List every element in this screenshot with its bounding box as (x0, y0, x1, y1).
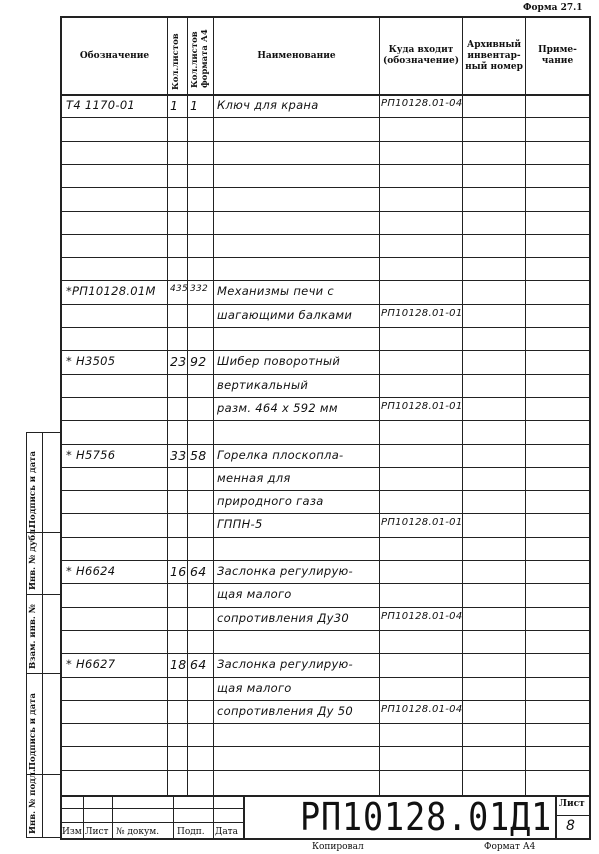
side-inv-orig: Инв. № подл. (28, 769, 38, 834)
stamp-izm: Изм (62, 827, 82, 837)
cell-name: Шибер поворотный (217, 354, 341, 368)
cell-name: Заслонка регулирую- (217, 564, 353, 578)
cell-name: щая малого (217, 681, 292, 695)
cell-where-used: РП10128.01-01 (381, 517, 463, 528)
header-where-used: Куда входит (обозначение) (383, 45, 459, 66)
cell-name: Механизмы печи с (217, 284, 335, 298)
stamp-sheet-label: Лист (559, 799, 585, 809)
cell-name: Ключ для крана (217, 98, 319, 112)
cell-sheets: 435 (170, 284, 189, 294)
cell-a4: 332 (190, 284, 209, 294)
cell-name: сопротивления Ду30 (217, 611, 349, 625)
cell-name: природного газа (217, 494, 324, 508)
header-designation: Обозначение (79, 50, 150, 61)
cell-sheets: 23 (170, 354, 187, 369)
cell-a4: 1 (190, 98, 199, 113)
cell-name: вертикальный (217, 378, 309, 392)
cell-name: сопротивления Ду 50 (217, 704, 353, 718)
header-sheets: Кол.листов (171, 33, 181, 90)
stamp-doc-no: № докум. (116, 827, 160, 837)
cell-designation: Т4 1170-01 (66, 98, 136, 112)
stamp-date: Дата (215, 827, 239, 837)
cell-designation: * Н6624 (66, 564, 116, 578)
stamp-sign: Подп. (177, 827, 205, 837)
cell-designation: * Н5756 (66, 448, 116, 462)
footer-format: Формат А4 (484, 842, 536, 852)
cell-a4: 58 (190, 448, 207, 463)
cell-name: шагающими балками (217, 308, 353, 322)
cell-a4: 64 (190, 657, 207, 672)
header-name: Наименование (257, 50, 336, 61)
cell-where-used: РП10128.01-04 (381, 611, 463, 622)
footer-copied: Копировал (312, 842, 364, 852)
header-archive: Архивный инвентар- ный номер (465, 39, 523, 72)
cell-name: разм. 464 х 592 мм (217, 401, 338, 415)
cell-sheets: 16 (170, 564, 187, 579)
cell-designation: * Н3505 (66, 354, 116, 368)
cell-a4: 92 (190, 354, 207, 369)
side-inv-dubl: Инв. № дубл. (28, 525, 38, 590)
cell-where-used: РП10128.01-04 (381, 704, 463, 715)
cell-where-used: РП10128.01-04 (381, 98, 463, 109)
side-vzam-inv: Взам. инв. № (28, 603, 38, 669)
cell-name: Горелка плоскопла- (217, 448, 344, 462)
cell-a4: 64 (190, 564, 207, 579)
stamp-sheet-number: 8 (566, 818, 576, 834)
cell-where-used: РП10128.01-01 (381, 401, 463, 412)
cell-designation: *РП10128.01М (66, 284, 156, 298)
cell-name: щая малого (217, 587, 292, 601)
stamp-list: Лист (85, 827, 109, 837)
header-a4: Кол.листов формата А4 (190, 29, 210, 88)
document-code: РП10128.01Д1 (300, 795, 553, 839)
cell-sheets: 18 (170, 657, 187, 672)
cell-name: менная для (217, 471, 291, 485)
side-sign-date-2: Подпись и дата (28, 692, 38, 770)
cell-sheets: 33 (170, 448, 187, 463)
cell-name: ГППН-5 (217, 517, 263, 531)
cell-sheets: 1 (170, 98, 179, 113)
cell-name: Заслонка регулирую- (217, 657, 353, 671)
cell-designation: * Н6627 (66, 657, 116, 671)
header-note: Приме- чание (538, 45, 577, 66)
side-sign-date-1: Подпись и дата (28, 450, 38, 528)
cell-where-used: РП10128.01-01 (381, 308, 463, 319)
form-label: Форма 27.1 (523, 3, 583, 13)
